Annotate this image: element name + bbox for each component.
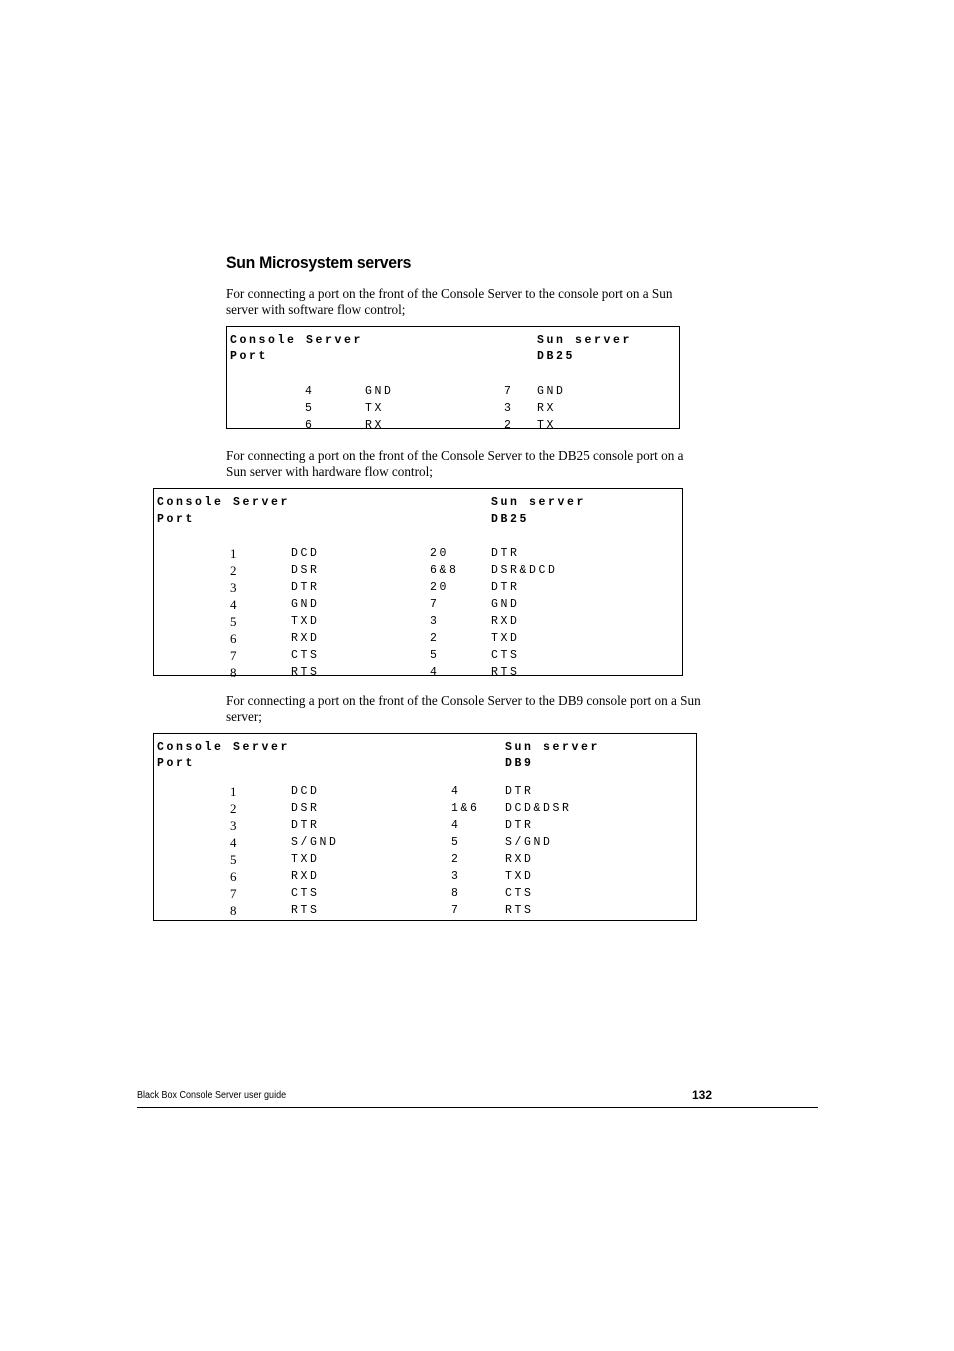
sun-signal: DCD&DSR (505, 802, 572, 815)
console-signal: DTR (291, 819, 320, 832)
header-sun-server: Sun server (537, 334, 633, 347)
pinout-table-hardware-flow (153, 488, 683, 680)
console-signal: TXD (291, 853, 320, 866)
console-pin: 7 (230, 648, 237, 663)
console-pin: 5 (230, 614, 237, 629)
sun-pin: 4 (451, 785, 461, 798)
sun-signal: RXD (505, 853, 534, 866)
console-signal: DSR (291, 802, 320, 815)
console-signal: S/GND (291, 836, 339, 849)
console-signal: RXD (291, 632, 320, 645)
console-signal: CTS (291, 887, 320, 900)
sun-pin: 7 (504, 385, 514, 398)
sun-pin: 5 (430, 649, 440, 662)
console-signal: GND (291, 598, 320, 611)
footer-title: Black Box Console Server user guide (137, 1090, 287, 1101)
console-pin: 6 (305, 419, 315, 432)
pinout-table-software-flow (226, 326, 680, 432)
sun-signal: CTS (505, 887, 534, 900)
sun-signal: RX (537, 402, 557, 415)
console-pin: 1 (230, 784, 237, 799)
console-signal: GND (365, 385, 394, 398)
sun-pin: 5 (451, 836, 461, 849)
sun-pin: 3 (504, 402, 514, 415)
header-console-server: Console Server (230, 334, 364, 347)
sun-pin: 20 (430, 547, 450, 560)
sun-signal: TXD (491, 632, 520, 645)
console-signal: RTS (291, 666, 320, 679)
sun-pin: 3 (430, 615, 440, 628)
header-console-server: Console Server (157, 496, 291, 509)
console-pin: 4 (230, 597, 237, 612)
intro-db9: For connecting a port on the front of the Console Server to the DB9 console port on a Sun server; (226, 693, 701, 724)
sun-pin: 8 (451, 887, 461, 900)
page-number: 132 (692, 1088, 713, 1102)
footer-divider (137, 1107, 818, 1108)
sun-signal: RXD (491, 615, 520, 628)
sun-signal: DTR (491, 547, 520, 560)
console-pin: 8 (230, 903, 237, 918)
sun-signal: TX (537, 419, 557, 432)
sun-signal: DSR&DCD (491, 564, 558, 577)
console-pin: 2 (230, 563, 237, 578)
sun-pin: 3 (451, 870, 461, 883)
console-pin: 2 (230, 801, 237, 816)
console-pin: 4 (230, 835, 237, 850)
console-signal: RX (365, 419, 385, 432)
console-signal: RXD (291, 870, 320, 883)
intro-hardware-flow: For connecting a port on the front of the Console Server to the DB25 console port on a Sun server with hardware flow control; (226, 448, 684, 479)
sun-pin: 1&6 (451, 802, 480, 815)
console-pin: 6 (230, 631, 237, 646)
header-connector: DB25 (537, 350, 576, 363)
sun-signal: S/GND (505, 836, 553, 849)
console-signal: TXD (291, 615, 320, 628)
sun-signal: DTR (505, 785, 534, 798)
sun-signal: DTR (505, 819, 534, 832)
pinout-table-db9 (153, 733, 697, 921)
sun-pin: 2 (504, 419, 514, 432)
sun-pin: 4 (451, 819, 461, 832)
header-sun-server: Sun server (505, 741, 601, 754)
console-signal: TX (365, 402, 385, 415)
sun-signal: GND (491, 598, 520, 611)
console-pin: 4 (305, 385, 315, 398)
sun-signal: RTS (505, 904, 534, 917)
sun-pin: 7 (451, 904, 461, 917)
intro-software-flow: For connecting a port on the front of the Console Server to the console port on a Sun server with software flow control; (226, 286, 673, 317)
sun-pin: 2 (430, 632, 440, 645)
sun-signal: TXD (505, 870, 534, 883)
console-signal: RTS (291, 904, 320, 917)
sun-signal: RTS (491, 666, 520, 679)
console-pin: 3 (230, 580, 237, 595)
console-pin: 5 (305, 402, 315, 415)
console-pin: 1 (230, 546, 237, 561)
console-pin: 8 (230, 665, 237, 680)
sun-pin: 2 (451, 853, 461, 866)
header-port: Port (230, 350, 269, 363)
sun-pin: 6&8 (430, 564, 459, 577)
console-pin: 7 (230, 886, 237, 901)
header-connector: DB25 (491, 513, 530, 526)
sun-signal: DTR (491, 581, 520, 594)
console-signal: DCD (291, 547, 320, 560)
section-heading: Sun Microsystem servers (226, 253, 412, 272)
console-signal: CTS (291, 649, 320, 662)
console-signal: DTR (291, 581, 320, 594)
header-port: Port (157, 513, 196, 526)
console-signal: DSR (291, 564, 320, 577)
console-pin: 5 (230, 852, 237, 867)
header-port: Port (157, 757, 196, 770)
sun-signal: GND (537, 385, 566, 398)
sun-signal: CTS (491, 649, 520, 662)
sun-pin: 20 (430, 581, 450, 594)
sun-pin: 7 (430, 598, 440, 611)
console-pin: 6 (230, 869, 237, 884)
header-connector: DB9 (505, 757, 534, 770)
sun-pin: 4 (430, 666, 440, 679)
header-console-server: Console Server (157, 741, 291, 754)
console-signal: DCD (291, 785, 320, 798)
header-sun-server: Sun server (491, 496, 587, 509)
console-pin: 3 (230, 818, 237, 833)
